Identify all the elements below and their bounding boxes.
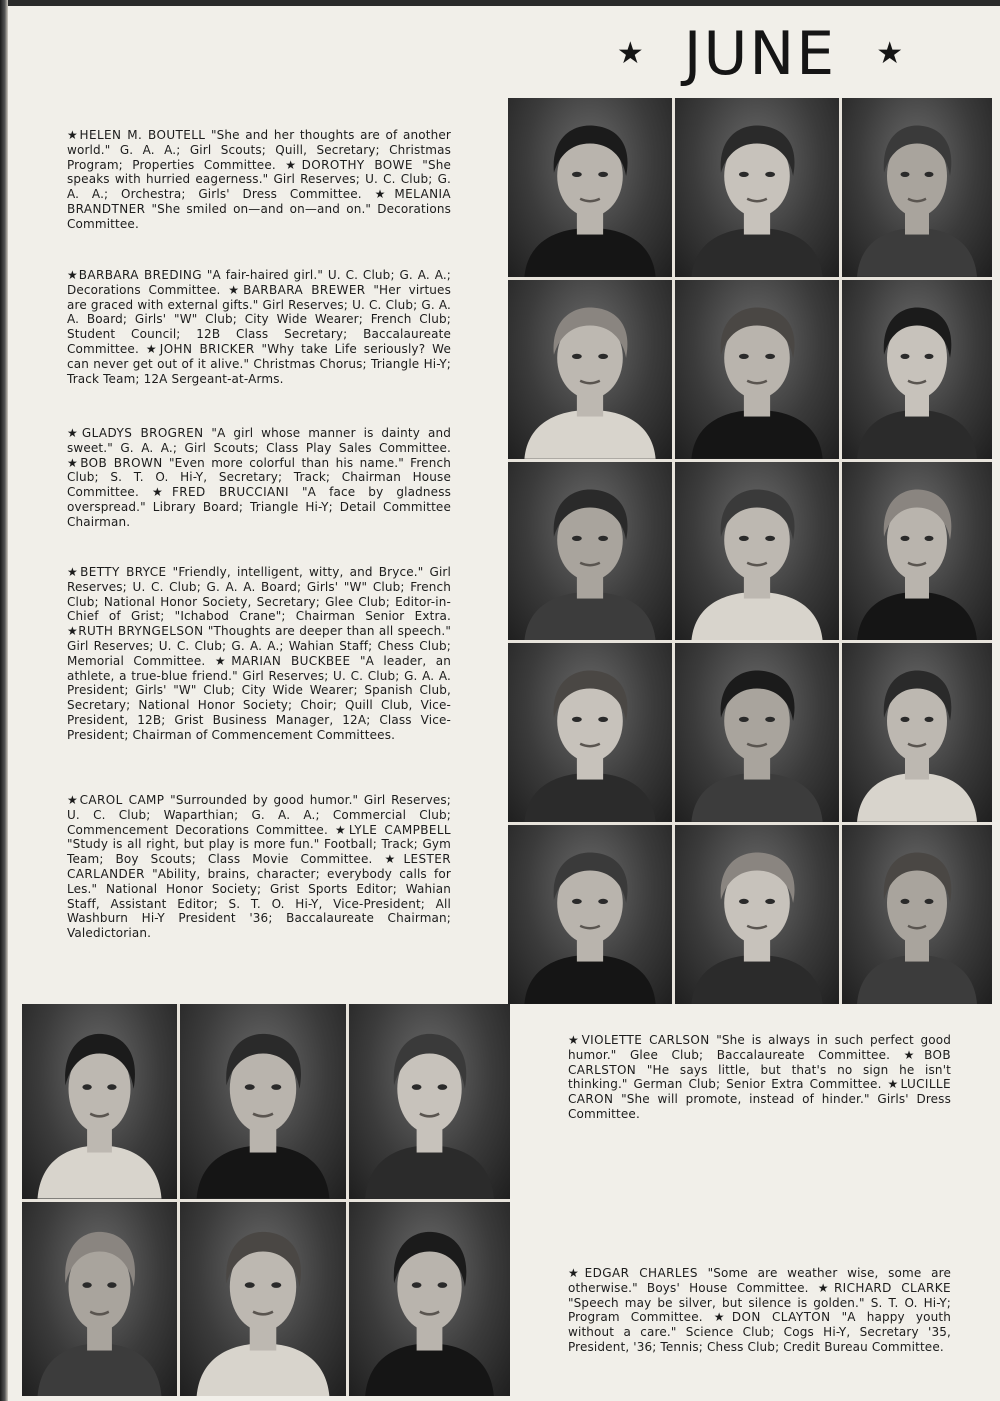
student-name: FRED BRUCCIANI <box>172 485 289 500</box>
star-icon: ★ <box>616 36 644 71</box>
student-name: MELANIA BRANDTNER <box>67 187 451 216</box>
student-name: BARBARA BREWER <box>243 282 366 297</box>
star-icon: ★ <box>713 1310 732 1325</box>
student-name: CAROL CAMP <box>79 793 165 807</box>
student-portrait <box>180 1004 346 1199</box>
student-name: BOB CARLSTON <box>568 1047 951 1077</box>
student-bio-text: "He says little, but that's no sign he isn't thinking." German Club; Senior Extra Committee. <box>568 1062 951 1092</box>
bio-block <box>67 268 451 386</box>
star-icon: ★ <box>568 1033 582 1047</box>
student-portrait <box>508 280 672 459</box>
month-heading: JUNE <box>683 19 837 89</box>
student-name: VIOLETTE CARLSON <box>581 1033 710 1047</box>
student-portrait <box>675 825 839 1004</box>
star-icon: ★ <box>887 1077 901 1092</box>
star-icon: ★ <box>214 653 232 668</box>
student-name: MARIAN BUCKBEE <box>231 653 351 668</box>
student-bio-text: "Why take Life seriously? We can never get out of it alive." Christmas Chorus; Triangle Hi-Y; Track Team; 12A Sergeant-at-Arms. <box>67 341 451 386</box>
student-bio-text: "A girl whose manner is dainty and sweet." G. A. A.; Girl Scouts; Class Play Sales Committee. <box>67 426 451 455</box>
student-bio-text: "She speaks with hurried eagerness." Girl Reserves; U. C. Club; G. A. A.; Orchestra; Girls' Dress Committee. <box>67 157 452 202</box>
student-portrait <box>180 1202 346 1397</box>
student-bio-text: "Thoughts are deeper than all speech." Girl Reserves; U. C. Club; G. A. A.; Wahian Staff; Chess Club; Memorial Committee. <box>67 624 451 668</box>
star-icon: ★ <box>228 282 244 297</box>
student-name: BETTY BRYCE <box>80 565 167 579</box>
student-bio-text: "She will promote, instead of hinder." Girls' Dress Committee. <box>568 1092 951 1121</box>
student-name: RUTH BRYNGELSON <box>78 624 204 639</box>
student-bio-text: "A happy youth without a care." Science Club; Cogs Hi-Y, Secretary '35, President, '36; Tennis; Chess Club; Credit Bureau Committee. <box>568 1310 951 1354</box>
student-bio-text: "She is always in such perfect good humor." Glee Club; Baccalaureate Committee. <box>568 1033 951 1062</box>
student-bio-text: "Her virtues are graced with external gifts." Girl Reserves; U. C. Club; G. A. A. Board; Girls' "W" Club; City Wide Wearer; French Club; Student Council; 12B Class Secretary; Baccalaureate Committee. <box>67 282 451 356</box>
student-portrait <box>349 1004 510 1199</box>
star-icon: ★ <box>145 341 160 356</box>
student-name: BARBARA BREDING <box>78 268 202 282</box>
student-name: LYLE CAMPBELL <box>348 822 451 837</box>
bio-block <box>568 1033 951 1122</box>
star-icon: ★ <box>334 822 349 837</box>
student-name: GLADYS BROGREN <box>81 426 204 440</box>
student-bio-text: "A leader, an athlete, a true-blue friend." Girl Reserves; U. C. Club; G. A. A. President; Girls' "W" Club; City Wide Wearer; Spanish Club, Secretary; National Honor Society; Choir; Quill Club, Vice-President, 12B; Grist Business Manager, 12A; Class Vice-President; Chairman of Commencement Committees. <box>67 653 452 742</box>
student-portrait <box>842 462 992 641</box>
student-bio-text: "Even more colorful than his name." French Club; S. T. O. Hi-Y, Secretary; Track; Chairman House Committee. <box>67 455 451 500</box>
student-name: HELEN M. BOUTELL <box>79 128 206 142</box>
bio-block <box>67 793 451 941</box>
student-bio-text: "A fair-haired girl." U. C. Club; G. A. A.; Decorations Committee. <box>67 268 451 297</box>
student-portrait <box>842 280 992 459</box>
star-icon: ★ <box>67 565 81 579</box>
student-bio-text: "Surrounded by good humor." Girl Reserves; U. C. Club; Waparthian; G. A. A.; Commercial Club; Commencement Decorations Committee. <box>67 793 451 837</box>
student-name: BOB BROWN <box>80 455 163 470</box>
student-bio-text: "Study is all right, but play is more fun." Football; Track; Gym Team; Boy Scouts; Class Movie Committee. <box>67 837 451 867</box>
star-icon: ★ <box>152 485 172 500</box>
student-portrait <box>675 643 839 822</box>
bio-block <box>568 1266 951 1355</box>
student-bio-text: "A face by gladness overspread." Library Board; Triangle Hi-Y; Detail Committee Chairman. <box>67 485 451 529</box>
student-name: LUCILLE CARON <box>568 1077 951 1107</box>
student-name: RICHARD CLARKE <box>833 1280 951 1295</box>
student-portrait <box>508 462 672 641</box>
student-bio-text: "She and her thoughts are of another world." G. A. A.; Girl Scouts; Quill, Secretary; Christmas Program; Properties Committee. <box>67 128 451 172</box>
student-portrait <box>508 825 672 1004</box>
bio-block <box>67 128 451 232</box>
student-name: LESTER CARLANDER <box>67 852 451 881</box>
student-portrait <box>842 825 992 1004</box>
student-portrait <box>675 98 839 277</box>
star-icon: ★ <box>67 128 80 142</box>
student-bio-text: "Friendly, intelligent, witty, and Bryce." Girl Reserves; U. C. Club; G. A. A. Board; Girls' "W" Club; French Club; National Honor Society, Secretary; Glee Club; Editor-in-Chief of Grist; "Ichabod Crane"; Chairman Senior Extra. <box>67 565 451 624</box>
student-portrait <box>22 1202 177 1397</box>
student-bio-text: "Speech may be silver, but silence is golden." S. T. O. Hi-Y; Program Committee. <box>568 1295 951 1325</box>
student-bio-text: "Some are weather wise, some are otherwise." Boys' House Committee. <box>568 1266 951 1295</box>
student-portrait <box>842 643 992 822</box>
student-bio-text: "Ability, brains, character; everybody calls for Les." National Honor Society; Grist Sports Editor; Wahian Staff, Assistant Editor; S. T. O. Hi-Y, Vice-President; All Washburn Hi-Y President '36; Baccalaureate Chairman; Valedictorian. <box>67 866 452 941</box>
star-icon: ★ <box>67 268 79 282</box>
student-portrait <box>675 280 839 459</box>
student-portrait <box>842 98 992 277</box>
bio-block <box>67 565 451 743</box>
star-icon: ★ <box>67 793 80 807</box>
star-icon: ★ <box>568 1266 585 1280</box>
star-icon: ★ <box>67 426 82 440</box>
student-name: DON CLAYTON <box>731 1310 831 1325</box>
star-icon: ★ <box>374 187 395 202</box>
student-name: EDGAR CHARLES <box>584 1266 698 1280</box>
student-portrait <box>508 98 672 277</box>
student-portrait <box>508 643 672 822</box>
portrait-grid-bottom <box>22 1004 510 1396</box>
student-portrait <box>675 462 839 641</box>
star-icon: ★ <box>67 624 79 639</box>
star-icon: ★ <box>876 36 904 71</box>
student-name: JOHN BRICKER <box>159 341 255 356</box>
star-icon: ★ <box>384 852 404 867</box>
star-icon: ★ <box>285 157 302 172</box>
student-portrait <box>349 1202 510 1397</box>
book-binding <box>0 0 8 1401</box>
star-icon: ★ <box>67 455 81 470</box>
star-icon: ★ <box>817 1280 834 1295</box>
student-bio-text: "She smiled on—and on—and on." Decorations Committee. <box>67 201 452 231</box>
star-icon: ★ <box>903 1047 925 1062</box>
student-name: DOROTHY BOWE <box>301 157 413 172</box>
bio-block <box>67 426 451 530</box>
page-title <box>610 14 910 94</box>
portrait-grid-right <box>508 98 992 1004</box>
student-portrait <box>22 1004 177 1199</box>
